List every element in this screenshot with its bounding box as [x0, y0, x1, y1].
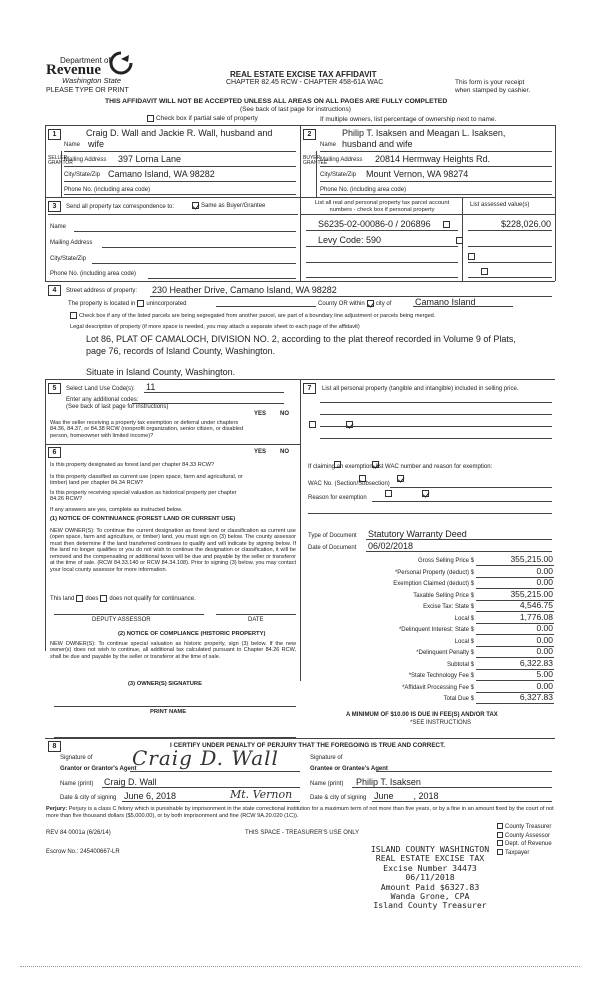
section-5-number: 5: [48, 383, 61, 394]
grantee-date[interactable]: June , 2018: [374, 791, 439, 801]
grantor-city[interactable]: Mt. Vernon: [230, 788, 293, 801]
seller-side-label: SELLER GRANTOR: [48, 155, 73, 166]
parcel-number-1[interactable]: S6235-02-00086-0 / 206896: [318, 219, 431, 229]
copy-county-assessor[interactable]: [495, 832, 552, 841]
segregated-label: Check box if any of the listed parcels are being segregated from another parcel, are part of a boundary line adjustment or parcels being merged.: [79, 312, 436, 319]
stamp-line-2: REAL ESTATE EXCISE TAX: [375, 853, 485, 864]
grantor-date-label: Date & city of signing: [60, 795, 117, 801]
located-prefix: The property is located in: [68, 301, 136, 308]
assessed-header: List assessed value(s): [470, 202, 530, 208]
tax-row-label: Local $: [454, 615, 474, 622]
tax-row-label: Exemption Claimed (deduct) $: [393, 581, 474, 587]
assessor-date-label: DATE: [248, 617, 264, 623]
tax-row-label: *Affidavit Processing Fee $: [402, 684, 474, 691]
tax-row-value[interactable]: 0.00: [536, 646, 553, 656]
minimum-line2: *SEE INSTRUCTIONS: [410, 720, 472, 726]
dor-logo-icon: [108, 50, 134, 78]
property-street[interactable]: 230 Heather Drive, Camano Island, WA 98282: [152, 285, 337, 295]
stamp-line-4: 06/11/2018: [405, 872, 455, 883]
s6-question-3: Is this property receiving special valuation as historical property per chapter 84.26 RCW?: [50, 490, 237, 503]
land-use-label: Select Land Use Code(s):: [66, 386, 135, 392]
does-not-label: does not qualify for continuance.: [109, 596, 196, 603]
buyer-name-label: Name: [320, 142, 337, 148]
copy-label: Taxpayer: [505, 849, 530, 856]
dept-state: Washington State: [62, 76, 122, 85]
parcel-header: List all real and personal property tax parcel account numbers - check box if personal property: [314, 200, 450, 213]
stamp-line-6: Wanda Grone, CPA: [390, 891, 470, 902]
tax-row-value[interactable]: 6,322.83: [519, 657, 553, 668]
tax-row-value[interactable]: 0.00: [536, 565, 553, 576]
stamp-line-3: Excise Number 34473: [383, 862, 477, 873]
city-name[interactable]: Camano Island: [415, 297, 476, 307]
s3-name-label: Name: [50, 224, 67, 230]
continuance-row: [50, 595, 196, 603]
seller-city[interactable]: Camano Island, WA 98282: [108, 169, 215, 179]
form-chapter: CHAPTER 82.45 RCW - CHAPTER 458-61A WAC: [226, 79, 384, 86]
unincorporated-checkbox[interactable]: [137, 300, 144, 307]
s6-yes-label: YES: [254, 449, 267, 455]
tax-row-value[interactable]: 4,546.75: [519, 600, 553, 610]
form-title: REAL ESTATE EXCISE TAX AFFIDAVIT: [230, 70, 377, 79]
tax-row-label: Total Due $: [443, 696, 474, 702]
treasurer-stamp: [330, 845, 530, 911]
tax-row-underline: [476, 703, 554, 704]
escrow-number: Escrow No.: 245400667-LR: [46, 849, 120, 855]
tax-row-value[interactable]: 0.00: [536, 634, 553, 645]
s6-no-label: NO: [280, 449, 289, 455]
does-checkbox[interactable]: [76, 595, 83, 602]
seller-city-label: City/State/Zip: [64, 172, 101, 178]
s6-q3-yes-checkbox[interactable]: [385, 490, 392, 497]
seller-name-line1: Craig D. Wall and Jackie R. Wall, husband and: [86, 128, 273, 138]
dept-name: Revenue: [46, 62, 101, 78]
warning: THIS AFFIDAVIT WILL NOT BE ACCEPTED UNLESS ALL AREAS ON ALL PAGES ARE FULLY COMPLETED: [105, 98, 448, 105]
minimum-line1: A MINIMUM OF $10.00 IS DUE IN FEE(S) AND/OR TAX: [346, 712, 498, 718]
stamp-line-1: ISLAND COUNTY WASHINGTON: [370, 844, 490, 854]
does-label: does: [85, 596, 99, 603]
section-7-number: 7: [303, 383, 316, 394]
type-instruction: PLEASE TYPE OR PRINT: [46, 87, 129, 94]
partial-sale-checkbox[interactable]: [147, 115, 154, 122]
assessed-value-1[interactable]: $228,026.00: [500, 219, 551, 229]
grantee-name-label: Name (print): [310, 781, 344, 787]
this-land-label: This land: [50, 596, 75, 603]
seller-phone-label: Phone No. (including area code): [64, 187, 151, 193]
seller-name-line2[interactable]: wife: [88, 139, 105, 149]
tax-row-label: Excise Tax: State $: [423, 604, 474, 610]
tax-row-value[interactable]: 5.00: [536, 669, 553, 679]
unincorporated-label: unincorporated: [146, 301, 187, 308]
seller-mailing[interactable]: 397 Lorna Lane: [118, 154, 182, 164]
stamp-line-7: Island County Treasurer: [373, 900, 487, 911]
doc-date-label: Date of Document: [308, 545, 357, 551]
tax-row-label: Local $: [454, 638, 474, 645]
same-as-buyer-row[interactable]: [190, 202, 265, 210]
s5-yes-label: YES: [254, 411, 267, 417]
deputy-assessor-label: DEPUTY ASSESSOR: [92, 617, 151, 623]
perjury-notice: [46, 806, 556, 821]
exemption-claim-label: If claiming an exemption, list WAC number and reason for exemption:: [308, 464, 493, 470]
legal-line-3: Situate in Island County, Washington.: [86, 367, 236, 377]
copy-label: Dept. of Revenue: [505, 841, 552, 847]
partial-sale-row[interactable]: [145, 115, 258, 123]
multiple-owners: If multiple owners, list percentage of ownership next to name.: [320, 116, 497, 123]
s5-question-1: Was the seller receiving a property tax exemption or deferral under chapters 84.36, 84.37, or 84.38 RCW (nonprofit organization, senior citizen, or disabled person, homeowner with limited income)?: [50, 420, 244, 439]
copy-checkbox[interactable]: [497, 823, 503, 829]
grantor-name[interactable]: Craig D. Wall: [104, 777, 157, 787]
send-correspondence-label: Send all property tax correspondence to:: [66, 204, 175, 210]
land-use-code[interactable]: 11: [146, 382, 156, 392]
grantor-signature: Craig D. Wall: [132, 746, 279, 770]
city-of-label: city of: [375, 301, 392, 308]
grantee-sig-label: Signature of: [310, 755, 343, 761]
tax-row-value[interactable]: 0.00: [536, 680, 553, 691]
certify-statement: I CERTIFY UNDER PENALTY OF PERJURY THAT THE FOREGOING IS TRUE AND CORRECT.: [170, 742, 445, 749]
legal-label: Legal description of property (if more space is needed, you may attach a separate sheet to each page of the affidavit): [70, 324, 360, 330]
tax-row-value[interactable]: 355,215.00: [510, 588, 553, 599]
section-6-number: 6: [48, 447, 61, 458]
form-revision: REV 84 0001a (6/26/14): [46, 830, 111, 836]
dept-line: Department of: [60, 56, 111, 65]
buyer-mailing[interactable]: 20814 Hermway Heights Rd.: [375, 154, 491, 164]
tax-row-value[interactable]: 6,327.83: [519, 692, 553, 702]
s6-question-2: Is this property classified as current use (open space, farm and agricultural, or timber) land per chapter 84.34 RCW?: [50, 474, 243, 487]
within-row: [318, 300, 391, 308]
doc-type-label: Type of Document: [308, 533, 357, 539]
s5-no-label: NO: [280, 411, 289, 417]
city-of-checkbox[interactable]: [367, 300, 374, 307]
notice-2-title: (2) NOTICE OF COMPLIANCE (HISTORIC PROPERTY): [118, 631, 266, 637]
print-name-label: PRINT NAME: [150, 709, 187, 715]
buyer-city-label: City/State/Zip: [320, 172, 357, 178]
same-as-buyer-checkbox[interactable]: [192, 202, 199, 209]
personal-property-checkbox-3[interactable]: [468, 253, 475, 260]
additional-codes-label: Enter any additional codes:: [66, 397, 139, 403]
wac-label: WAC No. (Section/Subsection): [308, 481, 390, 487]
tax-row-value[interactable]: 0.00: [536, 623, 553, 633]
buyer-mailing-label: Mailing Address: [320, 157, 363, 163]
s6-question-1: Is this property designated as forest land per chapter 84.33 RCW?: [50, 462, 215, 468]
section-4-number: 4: [48, 285, 61, 296]
located-row: [68, 300, 186, 308]
additional-codes-note: (See back of last page for instructions): [66, 404, 169, 410]
personal-property-checkbox-2[interactable]: [456, 237, 463, 244]
personal-property-label: List all personal property (tangible and intangible) included in selling price.: [322, 386, 519, 392]
tax-row-label: *State Technology Fee $: [408, 673, 474, 679]
perjury-label: Perjury:: [46, 806, 68, 812]
copy-label: County Assessor: [505, 832, 551, 839]
grantor-sig-label: Signature of: [60, 755, 93, 761]
buyer-phone-label: Phone No. (including area code): [320, 187, 407, 193]
buyer-name-line1: Philip T. Isaksen and Meagan L. Isaksen,: [342, 128, 506, 138]
buyer-city[interactable]: Mount Vernon, WA 98274: [366, 169, 469, 179]
does-not-checkbox[interactable]: [100, 595, 107, 602]
copy-county-treasurer[interactable]: [495, 823, 552, 832]
section-1-number: 1: [48, 129, 61, 140]
section-3-number: 3: [48, 201, 61, 212]
see-back: (See back of last page for instructions): [240, 106, 351, 113]
tax-row-label: Taxable Selling Price $: [413, 592, 474, 599]
grantee-sig-label2: Grantee or Grantee's Agent: [310, 766, 388, 772]
tax-row-label: Subtotal $: [446, 661, 474, 668]
notice-1-title: (1) NOTICE OF CONTINUANCE (FOREST LAND OR CURRENT USE): [50, 516, 236, 522]
street-label: Street address of property:: [66, 288, 138, 294]
grantor-sig-label2: Grantor or Grantor's Agent: [60, 766, 137, 772]
section-8-number: 8: [48, 741, 61, 752]
s6-q2-no-checkbox[interactable]: [397, 475, 404, 482]
section-2-number: 2: [303, 129, 316, 140]
tax-row-value[interactable]: 355,215.00: [510, 554, 553, 564]
treasurer-only: THIS SPACE - TREASURER'S USE ONLY: [245, 830, 360, 836]
reason-label: Reason for exemption: [308, 495, 367, 501]
tax-row-label: *Personal Property (deduct) $: [394, 569, 474, 576]
perjury-text: Perjury is a class C felony which is punishable by imprisonment in the state correctional institution for a maximum term of not more than five years, or by a fine in an amount fixed by the court of not more than five thousand dollars ($5,000.00), or by both imprisonment and fine (RCW 9A.20.020 (1C)).: [46, 806, 554, 820]
county-or-within: County OR within: [318, 301, 365, 308]
notice-2-body: NEW OWNER(S): To continue special valuation as historic property, sign (3) below. If the new owner(s) does not wish to continue, all additional tax calculated pursuant to Chapter 84.26 RCW, shall be due and payable by the seller or transferor at the time of sale.: [50, 641, 296, 660]
tax-row-value[interactable]: 0.00: [536, 577, 553, 587]
seller-mailing-label: Mailing Address: [64, 157, 107, 163]
copy-checkbox[interactable]: [497, 832, 503, 838]
legal-line-1: Lot 86, PLAT OF CAMALOCH, DIVISION NO. 2, according to the plat thereof recorded in Volume 9 of Plats,: [86, 334, 516, 344]
personal-property-checkbox-1[interactable]: [443, 221, 450, 228]
grantee-name[interactable]: Philip T. Isaksen: [356, 777, 421, 787]
grantor-name-label: Name (print): [60, 781, 94, 787]
s3-mailing-label: Mailing Address: [50, 240, 93, 246]
same-as-buyer-label: Same as Buyer/Grantee: [201, 203, 266, 210]
segregated-row[interactable]: [68, 312, 435, 319]
receipt-line1: This form is your receipt: [455, 79, 525, 86]
notice-1-body: NEW OWNER(S): To continue the current designation as forest land or classification as current use (open space, farm and agriculture, or timber) land, you must sign on (3) below. The county assessor must then determine if the land transferred continues to qualify and will indicate by signing below. If the land no longer qualifies or you do not wish to continue the designation or classification, it will be removed and the compensating or additional taxes will be due and payable by the seller or transferor at the time of sale. (RCW 84.33.140 or RCW 84.34.108). Prior to signing (3) below, you may contact your local county assessor for more information.: [50, 528, 296, 573]
copy-label: County Treasurer: [505, 824, 552, 830]
partial-sale-label: Check box if partial sale of property: [156, 115, 258, 123]
buyer-name-line2[interactable]: husband and wife: [342, 139, 413, 149]
stamp-line-5: Amount Paid $6327.83: [380, 881, 480, 892]
s6-if-yes: If any answers are yes, complete as instructed below.: [50, 507, 183, 513]
s3-city-label: City/State/Zip: [50, 256, 87, 262]
s3-phone-label: Phone No. (including area code): [50, 271, 137, 277]
owner-signature-label: (3) OWNER(S) SIGNATURE: [128, 681, 202, 687]
s5-q1-yes-checkbox[interactable]: [309, 421, 316, 428]
s6-q3-no-checkbox[interactable]: [422, 490, 429, 497]
receipt-line2: when stamped by cashier.: [455, 87, 531, 94]
segregated-checkbox[interactable]: [70, 312, 77, 319]
tax-row-label: *Delinquent Penalty $: [416, 650, 474, 656]
legal-line-2: page 76, records of Island County, Washington.: [86, 346, 276, 356]
tax-row-label: *Delinquent Interest: State $: [398, 627, 474, 633]
doc-date[interactable]: 06/02/2018: [368, 541, 414, 551]
tax-row-label: Gross Selling Price $: [417, 558, 474, 564]
grantee-date-label: Date & city of signing: [310, 795, 367, 801]
buyer-side-label: BUYER GRANTEE: [303, 155, 328, 166]
doc-type[interactable]: Statutory Warranty Deed: [368, 529, 467, 539]
levy-code: Levy Code: 590: [318, 235, 382, 245]
personal-property-checkbox-4[interactable]: [481, 268, 488, 275]
grantor-date[interactable]: June 6, 2018: [124, 791, 177, 801]
tax-row-value[interactable]: 1,776.08: [519, 611, 553, 622]
seller-name-label: Name: [64, 142, 81, 148]
